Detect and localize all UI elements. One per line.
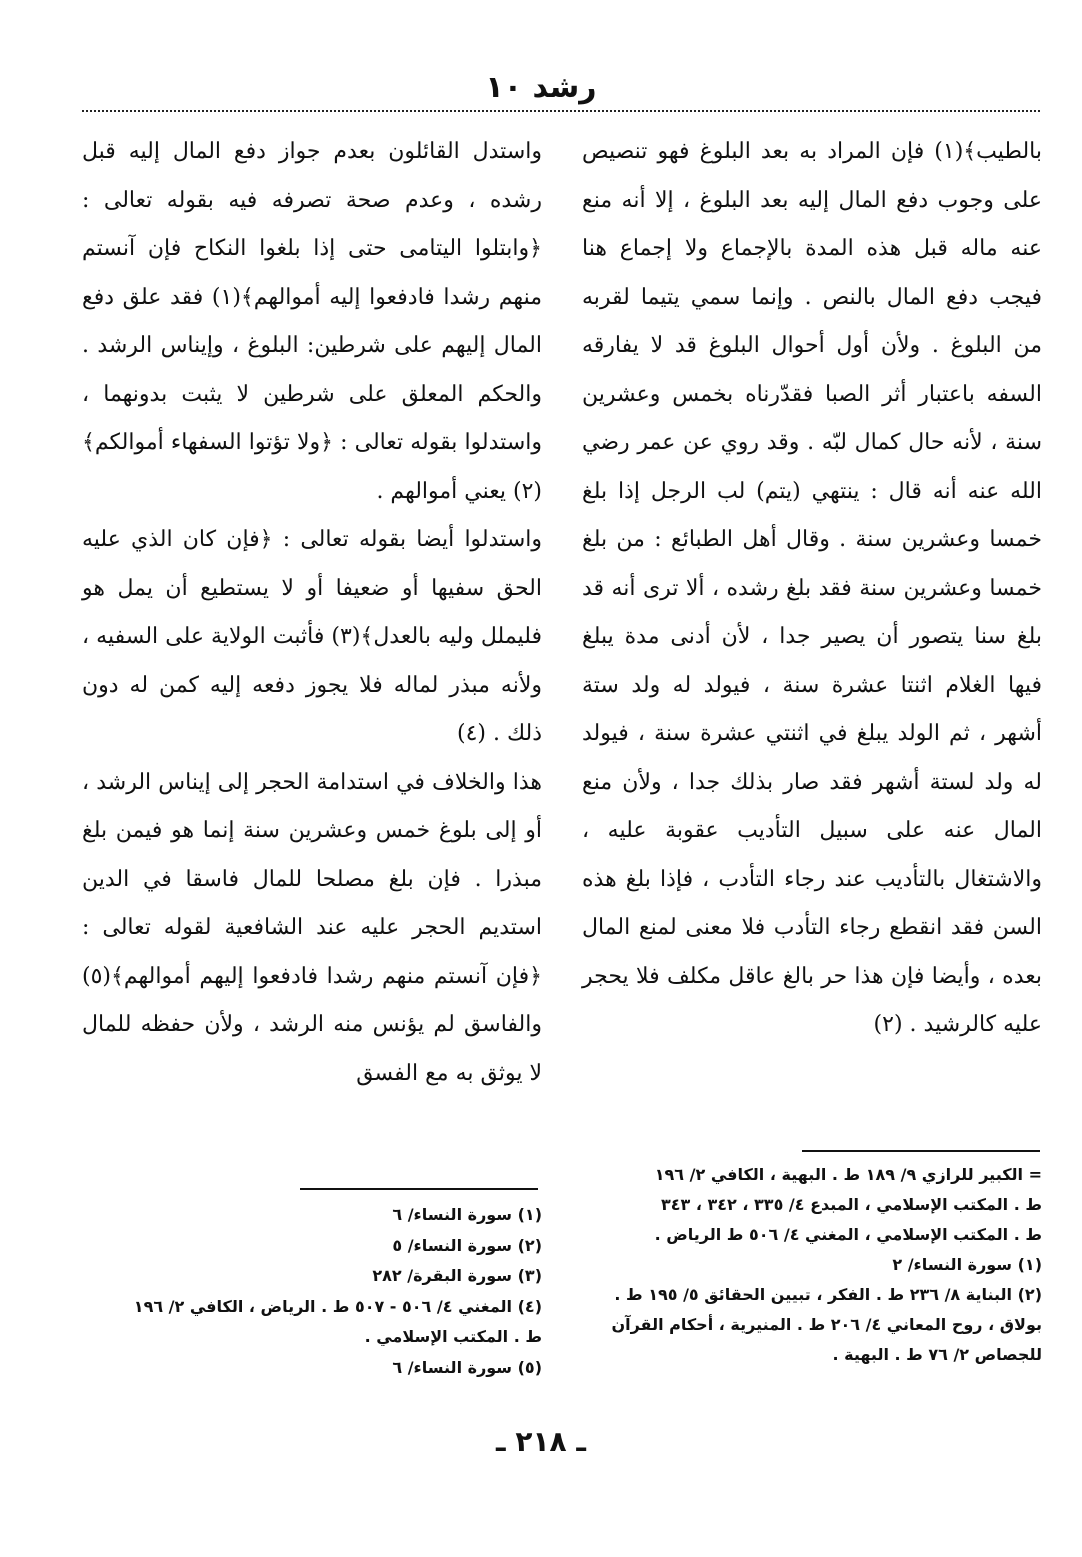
right-footnote-line: بولاق ، روح المعاني ٤/ ٢٠٦ ط . المنيرية ، أحكام القرآن: [611, 1315, 1042, 1334]
right-column-paragraph-1: بالطيب﴾(١) فإن المراد به بعد البلوغ فهو تنصيص على وجوب دفع المال إليه بعد البلوغ ، إلا أنه منع عنه ماله قبل هذه المدة بالإجماع ولا إجماع هنا فيجب دفع المال بالنص . وإنما سمي يتيما لقربه من البلوغ . ولأن أول أحوال البلوغ قد لا يفارقه السفه باعتبار أثر الصبا فقدّرناه بخمس وعشرين سنة ، لأنه حال كمال لبّه . وقد روي عن عمر رضي الله عنه أنه قال : ينتهي (يتم) لب الرجل إذا بلغ خمسا وعشرين سنة . وقال أهل الطبائع : من بلغ خمسا وعشرين سنة فقد بلغ رشده ، ألا ترى أنه قد بلغ سنا يتصور أن يصير جدا ، لأن أدنى مدة يبلغ فيها الغلام اثنتا عشرة سنة ، فيولد له ولد ستة أشهر ، ثم الولد يبلغ في اثنتي عشرة سنة ، فيولد له ولد لستة أشهر فقد صار بذلك جدا ، ولأن منع المال عنه على سبيل التأديب عقوبة عليه ، والاشتغال بالتأديب عند رجاء التأدب ، فإذا بلغ هذه السن فقد انقطع رجاء التأدب فلا معنى لمنع المال بعده ، وأيضا فإن هذا حر بالغ عاقل مكلف فلا يحجر عليه كالرشيد . (٢): [582, 139, 1042, 1037]
page-header-title: رشد ١٠: [485, 70, 597, 105]
right-footnotes: [582, 1160, 1042, 1370]
left-column-paragraph-3: هذا والخلاف في استدامة الحجر إلى إيناس الرشد ، أو إلى بلوغ خمس وعشرين سنة إنما هو فيمن بلغ مبذرا . فإن بلغ مصلحا للمال فاسقا في الدين استديم الحجر عليه عند الشافعية لقوله تعالى : ﴿فإن آنستم منهم رشدا فادفعوا إليهم أموالهم﴾(٥) والفاسق لم يؤنس منه الرشد ، ولأن حفظه للمال لا يوثق به مع الفسق: [82, 769, 542, 1086]
header-dotted-rule: [82, 110, 1040, 112]
right-footnote-line: (٢) البناية ٨/ ٢٣٦ ط . الفكر ، تبيين الحقائق ٥/ ١٩٥ ط .: [614, 1285, 1042, 1304]
left-footnote-line: (١) سورة النساء/ ٦: [392, 1205, 542, 1224]
page-number: ـ ٢١٨ ـ: [496, 1425, 586, 1458]
left-footnote-line: (٣) سورة البقرة/ ٢٨٢: [372, 1266, 542, 1285]
left-footnote-line: (٤) المغني ٤/ ٥٠٦ - ٥٠٧ ط . الرياض ، الكافي ٢/ ١٩٦: [133, 1296, 542, 1316]
left-footnote-line: (٥) سورة النساء/ ٦: [392, 1357, 542, 1377]
left-column-paragraph-2: واستدلوا أيضا بقوله تعالى : ﴿فإن كان الذي عليه الحق سفيها أو ضعيفا أو لا يستطيع أن يمل هو فليملل وليه بالعدل﴾(٣) فأثبت الولاية على السفيه ، ولأنه مبذر لماله فلا يجوز دفعه إليه كمن له دون ذلك . (٤): [82, 527, 542, 746]
right-footnote-line: (١) سورة النساء/ ٢: [892, 1255, 1042, 1274]
right-text-column: [582, 128, 1042, 1050]
left-column-paragraph-1: واستدل القائلون بعدم جواز دفع المال إليه قبل رشده ، وعدم صحة تصرفه فيه بقوله تعالى : ﴿وابتلوا اليتامى حتى إذا بلغوا النكاح فإن آنستم منهم رشدا فادفعوا إليه أموالهم﴾(١) فقد علق دفع المال إليهم على شرطين: البلوغ ، وإيناس الرشد . والحكم المعلق على شرطين لا يثبت بدونهما ، واستدلوا بقوله تعالى : ﴿ولا تؤتوا السفهاء أموالكم﴾(٢) يعني أموالهم .: [82, 139, 542, 504]
right-footnote-line: = الكبير للرازي ٩/ ١٨٩ ط . البهية ، الكافي ٢/ ١٩٦: [654, 1165, 1042, 1184]
right-footnote-line: ط . المكتب الإسلامي ، المغني ٤/ ٥٠٦ ط الرياض .: [654, 1225, 1042, 1244]
right-footnote-line: للجصاص ٢/ ٧٦ ط . البهية .: [832, 1345, 1042, 1364]
right-footnote-line: ط . المكتب الإسلامي ، المبدع ٤/ ٣٣٥ ، ٣٤٢ ، ٣٤٣: [661, 1195, 1042, 1214]
left-footnote-line: ط . المكتب الإسلامي .: [364, 1327, 542, 1346]
right-footnote-divider: [802, 1150, 1040, 1152]
left-footnotes: [82, 1200, 542, 1383]
left-footnote-divider: [300, 1188, 538, 1190]
left-text-column: [82, 128, 542, 1098]
left-footnote-line: (٢) سورة النساء/ ٥: [392, 1235, 542, 1255]
